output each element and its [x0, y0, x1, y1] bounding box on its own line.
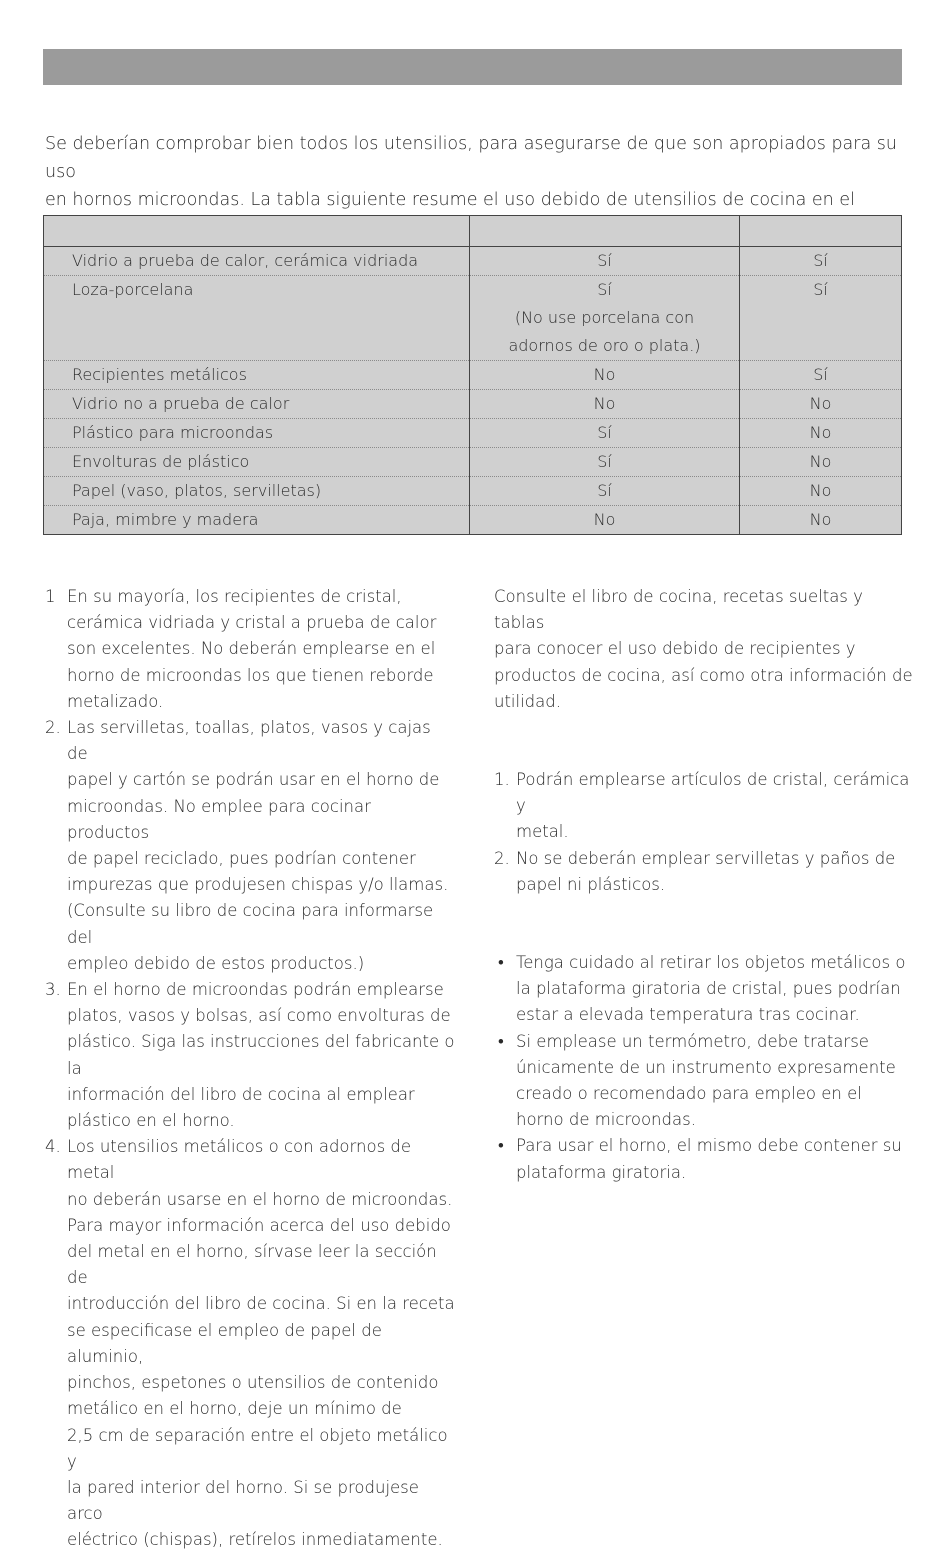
cell-microwave-line: No [593, 394, 616, 413]
right-intro-line: utilidad. [494, 691, 561, 711]
header-cell-microwave [470, 216, 740, 247]
right-bullet-list [494, 950, 914, 1186]
cell-microwave-line: Sí [597, 251, 612, 270]
utensil-table [43, 215, 902, 535]
table-body [44, 247, 901, 535]
list-item-line: plástico en el horno. [67, 1111, 235, 1131]
list-item-line: metalizado. [67, 691, 164, 711]
cell-utensil: Vidrio a prueba de calor, cerámica vidriada [44, 247, 470, 276]
table-row [44, 448, 901, 477]
intro-line: Se deberían comprobar bien todos los utensilios, para asegurarse de que son apropiados para su uso [45, 134, 897, 182]
table-row [44, 361, 901, 390]
right-column [494, 584, 914, 1186]
cell-grill: No [809, 510, 832, 529]
list-item [494, 767, 914, 846]
cell-microwave [470, 361, 740, 390]
cell-utensil: Envolturas de plástico [44, 448, 470, 477]
cell-microwave [470, 276, 740, 361]
list-item-number: 2. [494, 848, 510, 868]
list-item [45, 715, 455, 977]
list-item-line: introducción del libro de cocina. Si en la receta [67, 1294, 455, 1314]
right-intro-line: para conocer el uso debido de recipientes y [494, 639, 856, 659]
cell-grill: Sí [740, 361, 902, 390]
table-row [44, 506, 901, 535]
cell-utensil: Loza-porcelana [44, 276, 470, 361]
list-item-line: Podrán emplearse artículos de cristal, cerámica y [516, 770, 910, 816]
list-item-line: cerámica vidriada y cristal a prueba de calor [67, 613, 437, 633]
list-item-line: metal. [516, 822, 569, 842]
list-item-line: eléctrico (chispas), retírelos inmediatamente. [67, 1530, 443, 1550]
list-item-number: 1 [45, 587, 56, 606]
list-item [494, 950, 914, 1029]
cell-grill: No [740, 390, 902, 419]
list-item [45, 584, 455, 715]
table-row [44, 390, 901, 419]
cell-grill: No [740, 477, 902, 506]
cell-grill: No [740, 419, 902, 448]
table-row [44, 419, 901, 448]
list-item-line: Las servilletas, toallas, platos, vasos y cajas de [67, 718, 431, 764]
list-item-line: 2,5 cm de separación entre el objeto metálico y [67, 1425, 448, 1471]
cell-microwave-line: (No use porcelana con [514, 308, 695, 327]
intro-line: en hornos microondas. La tabla siguiente resume el uso debido de utensilios de cocina en el [45, 190, 855, 210]
cell-microwave-line: Sí [597, 481, 612, 500]
list-item-line: Si emplease un termómetro, debe tratarse [516, 1031, 869, 1051]
cell-microwave-line: No [593, 510, 616, 529]
right-intro-line: productos de cocina, así como otra información de [494, 665, 913, 685]
list-item-line: plataforma giratoria. [516, 1162, 687, 1182]
list-item-line: son excelentes. No deberán emplearse en el [67, 639, 436, 659]
list-item-line: Para mayor información acerca del uso debido [67, 1215, 451, 1235]
list-item-line: platos, vasos y bolsas, así como envolturas de [67, 1006, 451, 1026]
cell-microwave-line: No [593, 365, 616, 384]
header-cell-grill [740, 216, 902, 247]
list-item-line: creado o recomendado para empleo en el [516, 1084, 862, 1104]
list-item [45, 1134, 455, 1553]
list-item-line: plástico. Siga las instrucciones del fabricante o la [67, 1032, 455, 1078]
list-item-number: • [498, 1031, 504, 1051]
right-intro-paragraph [494, 584, 914, 715]
cell-grill: No [740, 448, 902, 477]
list-item-line: impurezas que produjesen chispas y/o llamas. [67, 875, 449, 895]
list-item-line: metálico en el horno, deje un mínimo de [67, 1399, 402, 1419]
table-row [44, 276, 901, 361]
list-item-line: No se deberán emplear servilletas y paños de [516, 848, 896, 868]
header-cell-utensil [44, 216, 470, 247]
table-row [44, 247, 901, 276]
cell-microwave-line: adornos de oro o plata.) [508, 336, 701, 355]
cell-utensil: Paja, mimbre y madera [44, 506, 470, 535]
cell-microwave-line: Sí [597, 452, 612, 471]
list-item-number: 1. [494, 770, 510, 790]
cell-utensil: Recipientes metálicos [44, 361, 470, 390]
list-item [494, 1133, 914, 1185]
list-item-line: En su mayoría, los recipientes de cristal, [67, 587, 402, 606]
cell-utensil: Vidrio no a prueba de calor [44, 390, 470, 419]
list-item-line: En el horno de microondas podrán emplearse [67, 980, 444, 1000]
list-item-line: horno de microondas. [516, 1110, 696, 1130]
list-item-line: estar a elevada temperatura tras cocinar. [516, 1005, 860, 1025]
list-item-number: • [498, 1136, 504, 1156]
list-item-line: papel ni plásticos. [516, 874, 666, 894]
cell-microwave [470, 506, 740, 535]
section-header-bar [43, 49, 902, 85]
cell-microwave [470, 247, 740, 276]
cell-microwave [470, 448, 740, 477]
list-item-line: horno de microondas los que tienen reborde [67, 665, 434, 685]
list-item-number: • [498, 953, 504, 973]
right-numbered-list [494, 767, 914, 898]
right-intro-line: Consulte el libro de cocina, recetas sueltas y tablas [494, 587, 863, 633]
list-item-line: no deberán usarse en el horno de microondas. [67, 1189, 453, 1209]
list-item [45, 977, 455, 1134]
list-item-number: 4. [45, 1137, 61, 1157]
list-item-line: de papel reciclado, pues podrían contener [67, 849, 416, 869]
list-item-line: la plataforma giratoria de cristal, pues podrían [516, 979, 901, 999]
list-item-number: 2. [45, 718, 61, 738]
list-item-number: 3. [45, 980, 61, 1000]
list-item-line: del metal en el horno, sírvase leer la sección de [67, 1242, 437, 1288]
list-item-line: se especificase el empleo de papel de aluminio, [67, 1320, 382, 1366]
table-row [44, 477, 901, 506]
cell-microwave-line: Sí [597, 280, 612, 299]
list-item [494, 846, 914, 898]
list-item-line: únicamente de un instrumento expresamente [516, 1057, 896, 1077]
cell-utensil: Plástico para microondas [44, 419, 470, 448]
list-item-line: microondas. No emplee para cocinar productos [67, 796, 371, 842]
list-item-line: empleo debido de estos productos.) [67, 953, 365, 973]
list-item [494, 1029, 914, 1134]
list-item-line: la pared interior del horno. Si se produjese arco [67, 1477, 419, 1524]
cell-microwave-line: Sí [597, 423, 612, 442]
list-item-line: Los utensilios metálicos o con adornos de metal [67, 1137, 412, 1183]
list-item-line: Tenga cuidado al retirar los objetos metálicos o [516, 953, 906, 973]
cell-utensil: Papel (vaso, platos, servilletas) [44, 477, 470, 506]
list-item-line: Para usar el horno, el mismo debe contener su [516, 1136, 902, 1156]
cell-microwave [470, 390, 740, 419]
list-item-line: pinchos, espetones o utensilios de contenido [67, 1373, 439, 1393]
list-item-line: (Consulte su libro de cocina para informarse del [67, 901, 434, 947]
cell-grill: Sí [740, 247, 902, 276]
cell-microwave [470, 477, 740, 506]
left-column-notes [45, 584, 455, 1554]
cell-grill: Sí [740, 276, 902, 361]
cell-microwave [470, 419, 740, 448]
list-item-line: información del libro de cocina al emplear [67, 1084, 415, 1104]
table-header-row [44, 216, 901, 247]
list-item-line: papel y cartón se podrán usar en el horno de [67, 770, 440, 790]
